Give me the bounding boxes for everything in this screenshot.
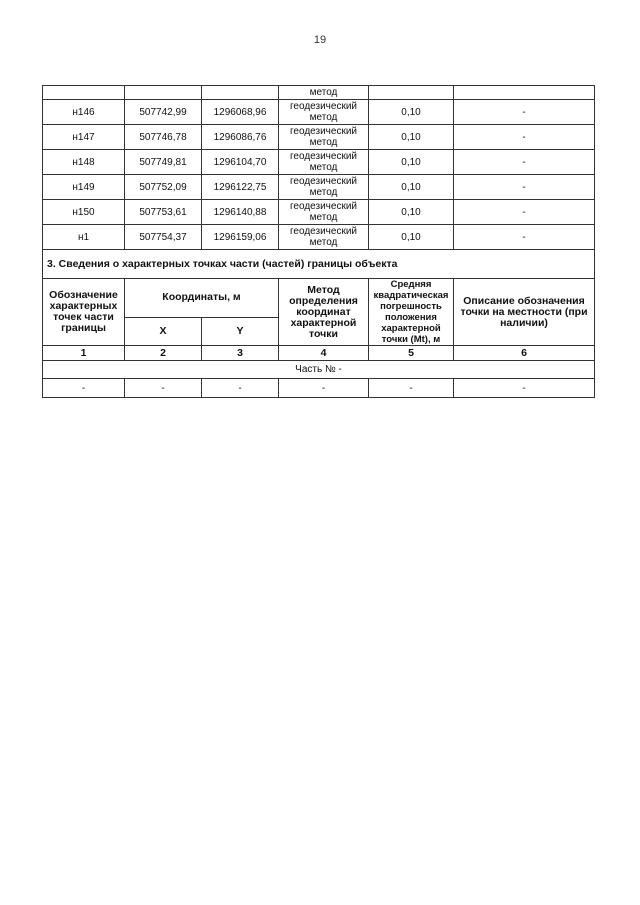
description-cell: - <box>454 225 595 250</box>
accuracy-cell: 0,10 <box>369 125 454 150</box>
accuracy-cell: - <box>369 379 454 398</box>
header-coordinates: Координаты, м <box>125 279 279 318</box>
description-cell: - <box>454 175 595 200</box>
description-cell: - <box>454 100 595 125</box>
accuracy-cell: 0,10 <box>369 150 454 175</box>
table-row <box>43 225 595 250</box>
x-cell: - <box>125 379 202 398</box>
description-cell: - <box>454 200 595 225</box>
y-cell: 1296086,76 <box>202 125 279 150</box>
header-point-designation: Обозначение характерных точек части границы <box>43 279 125 346</box>
x-cell: 507746,78 <box>125 125 202 150</box>
coordinates-table <box>42 85 595 398</box>
header-accuracy: Средняя квадратическая погрешность положения характерной точки (Mt), м <box>369 279 454 346</box>
part-row <box>43 361 595 379</box>
column-number: 3 <box>202 346 279 361</box>
description-cell: - <box>454 150 595 175</box>
y-cell: 1296140,88 <box>202 200 279 225</box>
header-description: Описание обозначения точки на местности (при наличии) <box>454 279 595 346</box>
point-cell: н146 <box>43 100 125 125</box>
y-cell: 1296104,70 <box>202 150 279 175</box>
header-row <box>43 279 595 318</box>
accuracy-cell: 0,10 <box>369 175 454 200</box>
column-number: 6 <box>454 346 595 361</box>
method-cell: геодезический метод <box>279 200 369 225</box>
point-cell: н150 <box>43 200 125 225</box>
table-row <box>43 100 595 125</box>
section-title: 3. Сведения о характерных точках части (частей) границы объекта <box>43 250 595 279</box>
method-cell: метод <box>279 86 369 100</box>
accuracy-cell: 0,10 <box>369 200 454 225</box>
accuracy-cell: 0,10 <box>369 100 454 125</box>
column-numbers-row <box>43 346 595 361</box>
point-cell: н147 <box>43 125 125 150</box>
method-cell: - <box>279 379 369 398</box>
y-cell: 1296159,06 <box>202 225 279 250</box>
column-number: 2 <box>125 346 202 361</box>
header-x: X <box>125 317 202 345</box>
table-row <box>43 379 595 398</box>
header-method: Метод определения координат характерной точки <box>279 279 369 346</box>
point-cell: н1 <box>43 225 125 250</box>
x-cell: 507749,81 <box>125 150 202 175</box>
accuracy-cell: 0,10 <box>369 225 454 250</box>
method-cell: геодезический метод <box>279 100 369 125</box>
table-row <box>43 175 595 200</box>
method-cell: геодезический метод <box>279 150 369 175</box>
point-cell: - <box>43 379 125 398</box>
column-number: 5 <box>369 346 454 361</box>
table-row <box>43 150 595 175</box>
x-cell: 507753,61 <box>125 200 202 225</box>
y-cell: 1296122,75 <box>202 175 279 200</box>
point-cell: н149 <box>43 175 125 200</box>
continuation-row <box>43 86 595 100</box>
point-cell: н148 <box>43 150 125 175</box>
x-cell: 507742,99 <box>125 100 202 125</box>
header-y: Y <box>202 317 279 345</box>
part-label: Часть № - <box>43 361 595 379</box>
description-cell: - <box>454 379 595 398</box>
column-number: 4 <box>279 346 369 361</box>
method-cell: геодезический метод <box>279 225 369 250</box>
table-row <box>43 200 595 225</box>
column-number: 1 <box>43 346 125 361</box>
x-cell: 507754,37 <box>125 225 202 250</box>
page-number: 19 <box>313 34 327 46</box>
y-cell: 1296068,96 <box>202 100 279 125</box>
method-cell: геодезический метод <box>279 125 369 150</box>
y-cell: - <box>202 379 279 398</box>
method-cell: геодезический метод <box>279 175 369 200</box>
table-row <box>43 125 595 150</box>
description-cell: - <box>454 125 595 150</box>
x-cell: 507752,09 <box>125 175 202 200</box>
section-title-row <box>43 250 595 279</box>
